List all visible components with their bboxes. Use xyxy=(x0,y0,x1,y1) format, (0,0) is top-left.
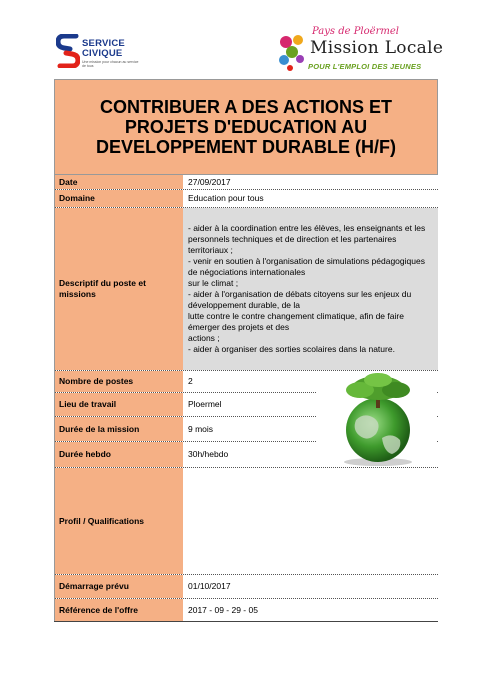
table-bottom-rule xyxy=(54,621,438,622)
row-value: Education pour tous xyxy=(188,193,264,203)
row-reference xyxy=(54,599,438,621)
row-descriptif xyxy=(54,208,438,371)
row-date xyxy=(54,175,438,190)
row-label: Profil / Qualifications xyxy=(54,468,183,574)
row-value: 01/10/2017 xyxy=(188,581,231,591)
row-profil xyxy=(54,468,438,575)
row-value: 2 xyxy=(188,376,193,386)
offer-title: CONTRIBUER A DES ACTIONS ET PROJETS D'EDUCATION AU DEVELOPPEMENT DURABLE (H/F) xyxy=(95,97,396,157)
mission-locale-flower-icon xyxy=(276,32,310,72)
table-left-rule xyxy=(54,175,55,622)
service-civique-line1: SERVICE xyxy=(82,38,125,49)
service-civique-logo-icon xyxy=(56,34,80,68)
row-label: Domaine xyxy=(54,190,183,207)
row-value xyxy=(183,468,438,574)
row-demarrage xyxy=(54,575,438,599)
row-label: Démarrage prévu xyxy=(54,575,183,598)
green-globe-tree-icon xyxy=(316,372,436,467)
service-civique-tagline: Une mission pour chacun au service de tous xyxy=(82,60,139,68)
row-value: 2017 - 09 - 29 - 05 xyxy=(188,604,258,615)
offer-header xyxy=(54,79,438,175)
row-label: Descriptif du poste et missions xyxy=(54,208,183,370)
mission-locale-pays: Pays de Ploërmel xyxy=(312,26,399,37)
mission-locale-logo xyxy=(276,26,446,76)
row-label: Référence de l'offre xyxy=(54,599,183,621)
row-value xyxy=(183,208,438,370)
row-value: Ploermel xyxy=(188,399,222,409)
mission-locale-title: Mission Locale xyxy=(310,38,444,58)
globe-tree-image xyxy=(316,372,436,467)
row-label: Lieu de travail xyxy=(54,393,183,416)
row-value: 30h/hebdo xyxy=(188,449,229,459)
service-civique-line2: CIVIQUE xyxy=(82,48,123,59)
row-label: Date xyxy=(54,175,183,189)
mission-locale-subtitle: POUR L'EMPLOI DES JEUNES xyxy=(308,62,422,71)
row-label: Nombre de postes xyxy=(54,371,183,392)
service-civique-logo xyxy=(56,34,139,70)
mission-description: - aider à la coordination entre les élèves, les enseignants et les personnels techniques et de direction et les partenaires territoriaux ; - venir en soutien à l'organisation de simulations pédagogiques de négociations internationales sur le climat ; - aider à l'organisation de débats citoyens sur les enjeux du développement durable, de la lutte contre le contre changement climatique, afin de faire émerger des projets et des actions ; - aider à organiser des sorties scolaires dans la nature. xyxy=(188,223,426,354)
row-value: 9 mois xyxy=(188,423,214,434)
row-label: Durée de la mission xyxy=(54,417,183,441)
row-value: 27/09/2017 xyxy=(188,176,231,187)
row-label: Durée hebdo xyxy=(54,442,183,467)
row-domaine xyxy=(54,190,438,208)
